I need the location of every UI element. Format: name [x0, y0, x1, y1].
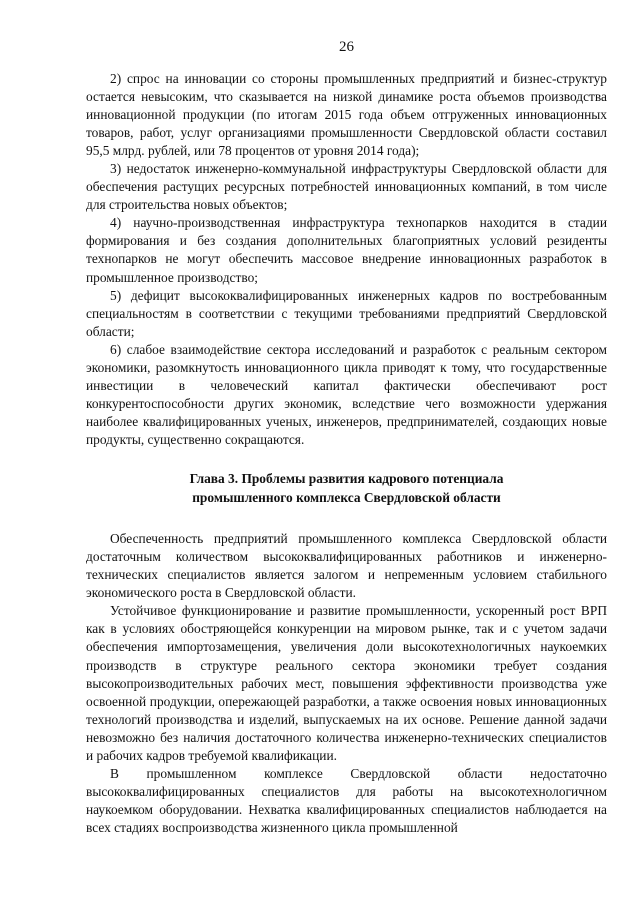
chapter-title-line-2: промышленного комплекса Свердловской области [192, 489, 501, 505]
body-paragraph-3: В промышленном комплексе Свердловской области недостаточно высококвалифицированных специалистов для работы на высокотехнологичном наукоемком оборудовании. Нехватка квалифицированных специалистов наблюдается на всех стадиях воспроизводства жизненного цикла промышленной [86, 765, 607, 835]
list-item-5: 5) дефицит высококвалифицированных инженерных кадров по востребованным специальностям в соответствии с текущими требованиями предприятий Свердловской области; [86, 287, 607, 339]
chapter-title-line-1: Глава 3. Проблемы развития кадрового потенциала [189, 470, 504, 486]
body-paragraph-1: Обеспеченность предприятий промышленного комплекса Свердловской области достаточным количеством высококвалифицированных работников и инженерно-технических специалистов является залогом и непременным условием стабильного экономического роста в Свердловской области. [86, 531, 607, 601]
chapter-heading [86, 470, 607, 507]
page-number: 26 [339, 39, 354, 55]
list-item-6: 6) слабое взаимодействие сектора исследований и разработок с реальным сектором экономики, разомкнутость инновационного цикла приводят к тому, что государственные инвестиции в человеческий капитал фактически обеспечивают рост конкурентоспособности других экономик, вследствие чего возможности удержания наиболее квалифицированных ученых, инженеров, предпринимателей, создающих новые продукты, существенно сокращаются. [86, 341, 607, 447]
list-item-3: 3) недостаток инженерно-коммунальной инфраструктуры Свердловской области для обеспечения растущих ресурсных потребностей инновационных компаний, в том числе для строительства новых объектов; [86, 161, 607, 213]
body-paragraph-2: Устойчивое функционирование и развитие промышленности, ускоренный рост ВРП как в условиях обостряющейся конкуренции на мировом рынке, так и с учетом задачи обеспечения импортозамещения, увеличения доли высокотехнологичных наукоемких производств в структуре реального сектора экономики требует создания высокопроизводительных рабочих мест, повышения эффективности производства уже освоенной продукции, опережающей разработки, а также освоения новых инновационных технологий производства и изделий, выпускаемых на их основе. Решение данной задачи невозможно без наличия достаточного количества инженерно-технических специалистов и рабочих кадров требуемой квалификации. [86, 603, 607, 763]
list-item-4: 4) научно-производственная инфраструктура технопарков находится в стадии формирования и без создания дополнительных благоприятных условий резиденты технопарков не могут обеспечить массовое внедрение инновационных разработок в промышленное производство; [86, 215, 607, 285]
list-item-2: 2) спрос на инновации со стороны промышленных предприятий и бизнес-структур остается невысоким, что сказывается на низкой динамике роста объемов производства инновационной продукции (по итогам 2015 года объем отгруженных инновационных товаров, работ, услуг организациями промышленности Свердловской области составил 95,5 млрд. рублей, или 78 процентов от уровня 2014 года); [86, 71, 607, 159]
